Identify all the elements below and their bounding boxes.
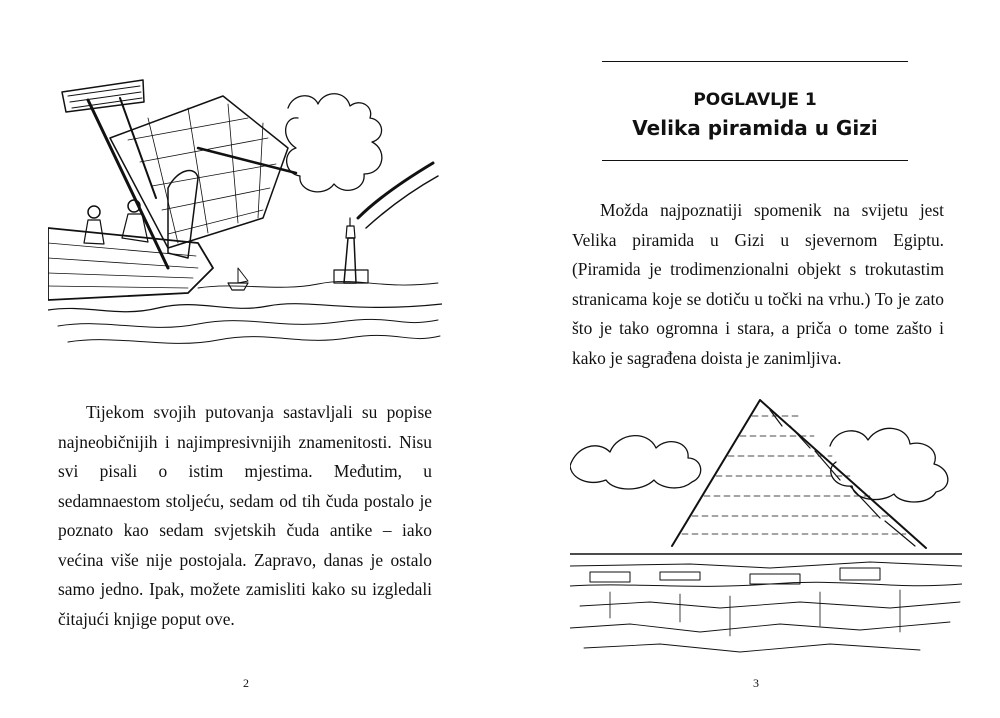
pyramid-illustration [570,396,962,666]
left-paragraph: Tijekom svojih putovanja sastavljali su popise najneobičnijih i najimpresivnijih znamenitosti. Nisu svi pisali o istim mjestima. Međutim, u sedamnaestom stoljeću, sedam od tih čuda postalo je poznato kao sedam svjetskih čuda antike – iako većina više nije postojala. Zapravo, danas je ostalo samo jedno. Ipak, možete zamisliti kako su izgledali čitajući knjige poput ove. [58,402,432,629]
sailing-ship-illustration [48,78,442,360]
left-page-number: 2 [243,676,249,690]
chapter-heading [602,86,908,142]
right-body-text [572,196,944,373]
chapter-label: POGLAVLJE 1 [693,90,817,110]
chapter-title: Velika piramida u Gizi [632,116,878,140]
left-body-text [58,398,432,634]
right-paragraph: Možda najpoznatiji spomenik na svijetu jest Velika piramida u Gizi u sjevernom Egiptu. (Piramida je trodimenzionalni objekt s trokutastim stranicama koje se dotiču u točki na vrhu.) To je zato što je tako ogromna i stara, a priča o tome zašto i kako je sagrađena doista je zanimljiva. [572,200,944,368]
right-page-number: 3 [753,676,759,690]
chapter-top-rule [602,61,908,62]
chapter-bottom-rule [602,160,908,161]
